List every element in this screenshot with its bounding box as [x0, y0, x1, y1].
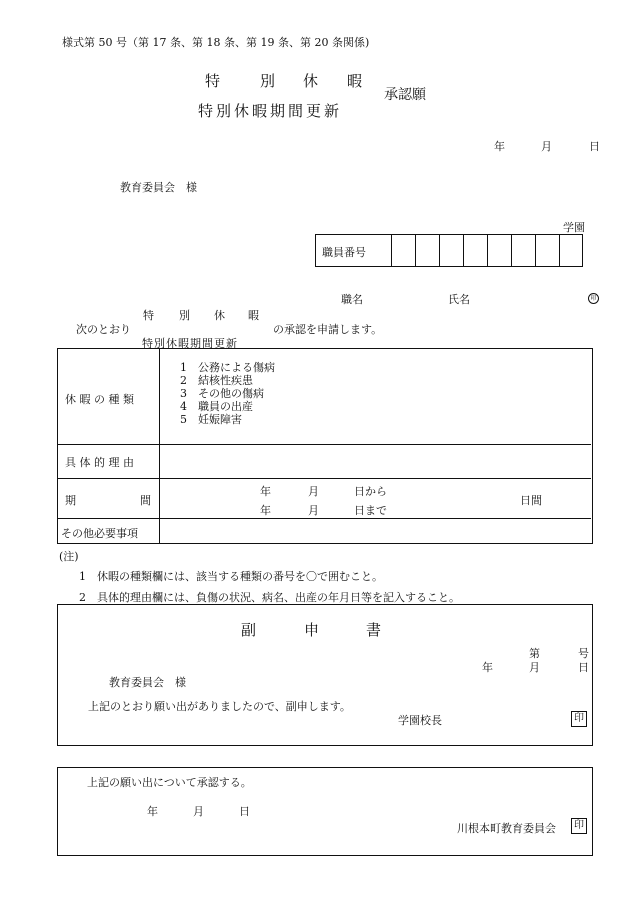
seal-mark: 印 — [588, 293, 599, 304]
endorsement-box — [57, 604, 593, 746]
endorsement-body: 上記のとおり願い出がありましたので、副申します。 — [88, 700, 351, 713]
title-line1-char-4: 暇 — [347, 72, 363, 90]
staff-number-box — [315, 234, 583, 267]
endorsement-number-suffix: 号 — [578, 647, 589, 660]
period-to-tail: 日まで — [354, 504, 387, 517]
title-line1-char-3: 休 — [303, 72, 319, 90]
staff-number-cell[interactable] — [487, 235, 488, 266]
period-from-tail: 日から — [354, 485, 387, 498]
days-label: 日間 — [520, 494, 542, 507]
leave-type-item[interactable]: 2 結核性疾患 — [180, 374, 253, 387]
request-option1-char-3: 休 — [214, 309, 225, 322]
header-day: 日 — [589, 140, 600, 153]
title-suffix: 承認願 — [384, 87, 426, 103]
leave-table — [57, 348, 593, 544]
leave-type-item[interactable]: 4 職員の出産 — [180, 400, 253, 413]
addressee: 教育委員会 様 — [120, 181, 197, 194]
period-to-month: 月 — [308, 504, 319, 517]
staff-number-cell[interactable] — [535, 235, 536, 266]
request-option1-char-4: 暇 — [248, 309, 259, 322]
table-divider — [159, 349, 160, 543]
school-suffix: 学園 — [563, 221, 585, 234]
reason-field[interactable] — [162, 446, 582, 476]
staff-number-cell[interactable] — [463, 235, 464, 266]
approval-day: 日 — [239, 805, 250, 818]
request-suffix: の承認を申請します。 — [273, 323, 383, 336]
endorsement-number-prefix: 第 — [529, 647, 540, 660]
header-month: 月 — [541, 140, 552, 153]
request-option2: 特別休暇期間更新 — [142, 337, 238, 350]
endorsement-title-char-1: 副 — [241, 621, 257, 639]
leave-type-item[interactable]: 3 その他の傷病 — [180, 387, 264, 400]
header-year: 年 — [494, 140, 505, 153]
note-item: 1 休暇の種類欄には、該当する種類の番号を〇で囲むこと。 — [79, 570, 383, 583]
title-line1-char-2: 別 — [260, 72, 276, 90]
staff-number-cell[interactable] — [415, 235, 416, 266]
other-label: その他必要事項 — [61, 527, 138, 540]
reason-label: 具 体 的 理 由 — [65, 456, 134, 469]
request-option1-char-2: 別 — [179, 309, 190, 322]
form-number: 様式第 50 号（第 17 条、第 18 条、第 19 条、第 20 条関係) — [62, 36, 370, 49]
period-from-year: 年 — [260, 485, 271, 498]
period-label-a: 期 — [65, 494, 76, 507]
leave-type-list — [180, 361, 275, 426]
leave-type-item[interactable]: 5 妊娠障害 — [180, 413, 242, 426]
leave-type-label: 休 暇 の 種 類 — [65, 393, 134, 406]
position-label: 職名 — [341, 293, 363, 306]
period-from-month: 月 — [308, 485, 319, 498]
endorsement-addressee: 教育委員会 様 — [109, 676, 186, 689]
staff-number-cell[interactable] — [559, 235, 560, 266]
staff-number-cell[interactable] — [511, 235, 512, 266]
period-to-year: 年 — [260, 504, 271, 517]
approval-month: 月 — [193, 805, 204, 818]
endorsement-title-char-2: 申 — [304, 621, 320, 639]
endorsement-seal: 印 — [571, 711, 587, 727]
notes-heading: (注) — [59, 550, 79, 563]
approval-seal: 印 — [571, 818, 587, 834]
staff-number-cell[interactable] — [391, 235, 392, 266]
staff-number-label: 職員番号 — [322, 246, 366, 259]
table-row-line — [58, 478, 591, 479]
other-field[interactable] — [162, 520, 582, 540]
approval-box — [57, 767, 593, 856]
name-label: 氏名 — [448, 293, 470, 306]
note-item: 2 具体的理由欄には、負傷の状況、病名、出産の年月日等を記入すること。 — [79, 591, 460, 604]
request-option1-char-1: 特 — [143, 309, 154, 322]
leave-type-item[interactable]: 1 公務による傷病 — [180, 361, 275, 374]
table-row-line — [58, 518, 591, 519]
approval-signer: 川根本町教育委員会 — [457, 822, 556, 835]
request-prefix: 次のとおり — [76, 323, 131, 336]
endorsement-day: 日 — [578, 661, 589, 674]
staff-number-cell[interactable] — [439, 235, 440, 266]
endorsement-month: 月 — [529, 661, 540, 674]
approval-year: 年 — [147, 805, 158, 818]
title-line2: 特別休暇期間更新 — [198, 102, 343, 120]
title-line1-char-1: 特 — [205, 72, 221, 90]
approval-text: 上記の願い出について承認する。 — [87, 776, 252, 789]
endorsement-year: 年 — [482, 661, 493, 674]
endorsement-title-char-3: 書 — [366, 621, 382, 639]
table-row-line — [58, 444, 591, 445]
endorsement-signer: 学園校長 — [398, 714, 442, 727]
period-label-b: 間 — [140, 494, 151, 507]
